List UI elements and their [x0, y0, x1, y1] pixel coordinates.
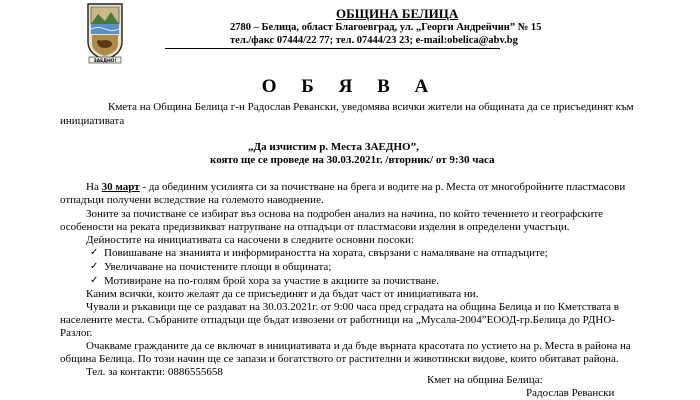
- directions-intro: Дейностите на инициативата са насочени в следните основни посоки:: [86, 234, 414, 246]
- svg-text:ЗАЕДНО!: ЗАЕДНО!: [93, 59, 117, 64]
- signature-role: Кмет на община Белица:: [427, 374, 543, 386]
- municipality-address: 2780 – Белица, област Благоевград, ул. „Георги Андрейчин” № 15: [230, 22, 542, 33]
- signature-name: Радослав Ревански: [526, 387, 615, 399]
- body-paragraph-2-line-2: особености на реката предизвикват натрупване на отпадъци от пластмасови изделия в определени участъци.: [60, 221, 570, 233]
- body-paragraph-1-line-2: отпадъци получени вследствие на големото наводнение.: [60, 194, 324, 206]
- initiative-slogan: „Да изчистим р. Места ЗАЕДНО”,: [248, 141, 419, 153]
- municipality-crest-logo: [86, 2, 124, 64]
- p1-prefix: На: [86, 181, 102, 193]
- bullet-item-2: Увеличаване на почистените площи в общината;: [104, 261, 332, 273]
- supplies-paragraph-line-3: Разлог.: [60, 327, 93, 339]
- header-divider: [165, 48, 500, 49]
- intro-line-2: инициативата: [60, 115, 125, 127]
- closing-paragraph: Очакваме гражданите да се включат в инициативата и да бъде върната красотата по устието на р. Места в района на: [86, 340, 631, 352]
- body-paragraph-2: Зоните за почистване се избират въз основа на подробен анализ на начина, по който течението и географските: [86, 208, 604, 220]
- initiative-date: която ще се проведе на 30.03.2021г. /вторник/ от 9:30 часа: [210, 154, 495, 166]
- body-paragraph-1: [86, 181, 625, 194]
- municipality-contacts: тел./факс 07444/22 77; тел. 07444/23 23; e-mail:obelica@abv.bg: [230, 35, 518, 46]
- checkmark-icon: ✓: [90, 275, 99, 286]
- contact-phone: Тел. за контакти: 0886555658: [86, 366, 223, 378]
- supplies-paragraph-line-2: населените места. Събраните отпадъци ще бъдат извозени от работници на „Мусала-2004”ЕООД-гр.Белица до РДНО-: [60, 314, 615, 326]
- municipality-name: ОБЩИНА БЕЛИЦА: [336, 6, 459, 21]
- closing-paragraph-line-2: община Белица. По този начин ще се запази и богатството от растителни и животински видове, които обитават района.: [60, 353, 619, 365]
- p1-text: - да обединим усилията си за почистване на брега и водите на р. Места от многобройните пластмасови: [139, 181, 626, 193]
- intro-line-1: Кмета на Община Белица г-н Радослав Ревански, уведомява всички жители на общината да се присъединят към: [108, 101, 634, 113]
- checkmark-icon: ✓: [90, 261, 99, 272]
- document-title: О Б Я В А: [261, 76, 439, 97]
- bullet-item-3: Мотивиране на по-голям брой хора за участие в акциите за почистване.: [104, 275, 439, 287]
- supplies-paragraph: Чували и ръкавици ще се раздават на 30.03.2021г. от 9:00 часа пред сградата на община Белица и по Кметствата в: [86, 301, 619, 313]
- checkmark-icon: ✓: [90, 247, 99, 258]
- bullet-item-1: Повишаване на знанията и информираността на хората, свързани с намаляване на отпадъците;: [104, 247, 548, 259]
- invitation-text: Каним всички, които желаят да се присъединят и да бъдат част от инициативата ни.: [86, 288, 479, 300]
- p1-date: 30 март: [101, 181, 140, 193]
